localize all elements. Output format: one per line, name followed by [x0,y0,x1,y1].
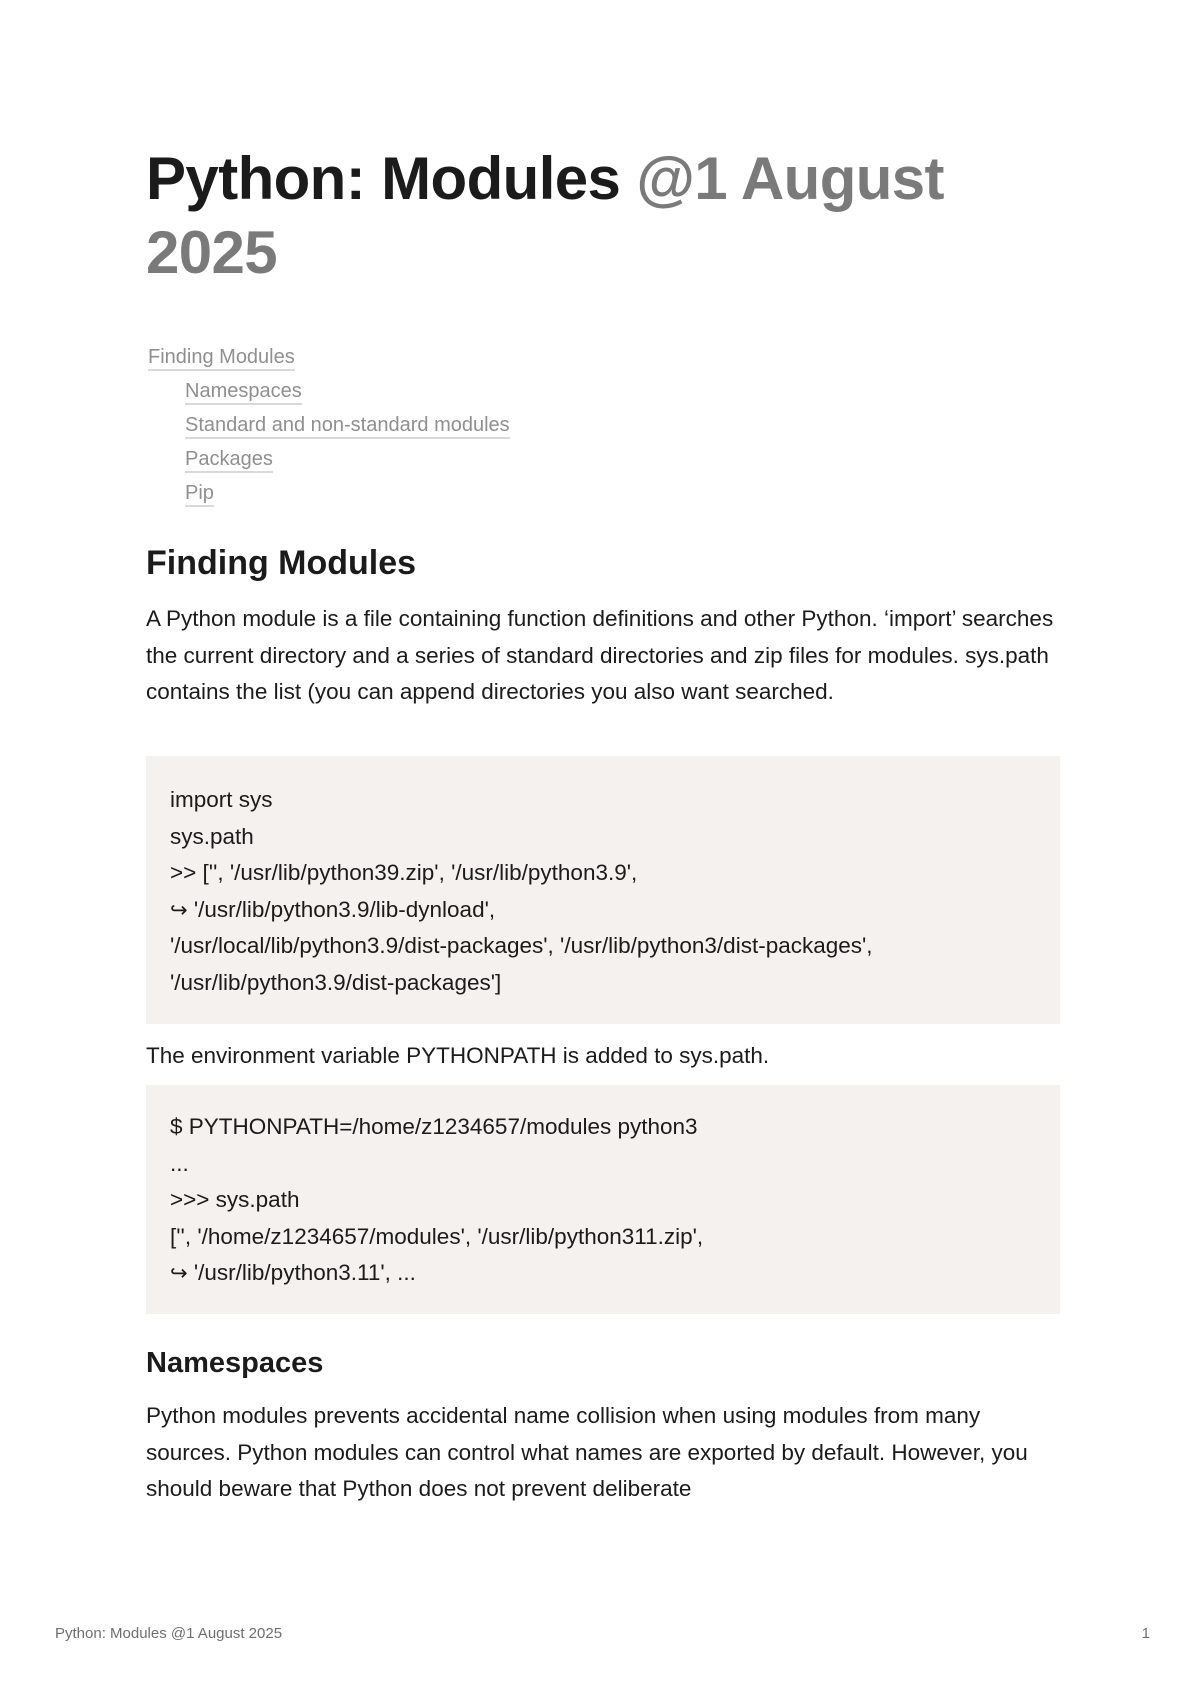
table-of-contents [148,342,510,512]
code-block [146,756,1060,1024]
toc-item-packages [148,444,510,478]
code-line: >> ['', '/usr/lib/python39.zip', '/usr/lib/python3.9', [170,860,638,885]
code-line: ['', '/home/z1234657/modules', '/usr/lib/python311.zip', [170,1223,704,1249]
code-line: import sys [170,787,273,812]
code-line: $ PYTHONPATH=/home/z1234657/modules python3 [170,1114,698,1139]
paragraph: Python modules prevents accidental name collision when using modules from many sources. Python modules can control what names are exported by default. However, you should beware that Python does not prevent deliberate [146,1403,1028,1501]
toc-item-namespaces [148,376,510,410]
toc-link[interactable]: Namespaces [185,380,302,405]
toc-item-finding-modules [148,342,510,376]
code-line: sys.path [170,823,254,849]
section-heading-finding-modules: Finding Modules [146,544,417,582]
footer-page-number: 1 [1141,1625,1150,1642]
toc-link[interactable]: Finding Modules [148,346,295,371]
line-wrap-icon: ↪ [170,897,188,922]
code-line: '/usr/lib/python3.9/dist-packages'] [170,969,502,995]
section-heading-namespaces: Namespaces [146,1347,324,1379]
code-line: ... [170,1150,189,1176]
toc-link[interactable]: Standard and non-standard modules [185,414,510,439]
page-title-main: Python: Modules [146,145,621,212]
paragraph: A Python module is a file containing function definitions and other Python. ‘import’ searches the current directory and a series of standard directories and zip files for modules. sys.path contains the list (you can append directories you also want searched. [146,606,1054,704]
page-title [146,142,1060,290]
code-line: >>> sys.path [170,1187,300,1212]
code-line: '/usr/local/lib/python3.9/dist-packages', '/usr/lib/python3/dist-packages', [170,933,873,958]
toc-link[interactable]: Pip [185,482,214,507]
toc-link[interactable]: Packages [185,448,273,473]
code-line: ↪ '/usr/lib/python3.9/lib-dynload', [170,896,496,922]
toc-item-standard-modules [148,410,510,444]
footer-title: Python: Modules @1 August 2025 [55,1625,283,1642]
toc-item-pip [148,478,510,512]
code-block [146,1085,1060,1314]
paragraph: The environment variable PYTHONPATH is added to sys.path. [146,1043,770,1068]
page-title-date: @1 August 2025 [146,145,944,286]
line-wrap-icon: ↪ [170,1261,188,1285]
code-line: ↪ '/usr/lib/python3.11', ... [170,1260,416,1285]
